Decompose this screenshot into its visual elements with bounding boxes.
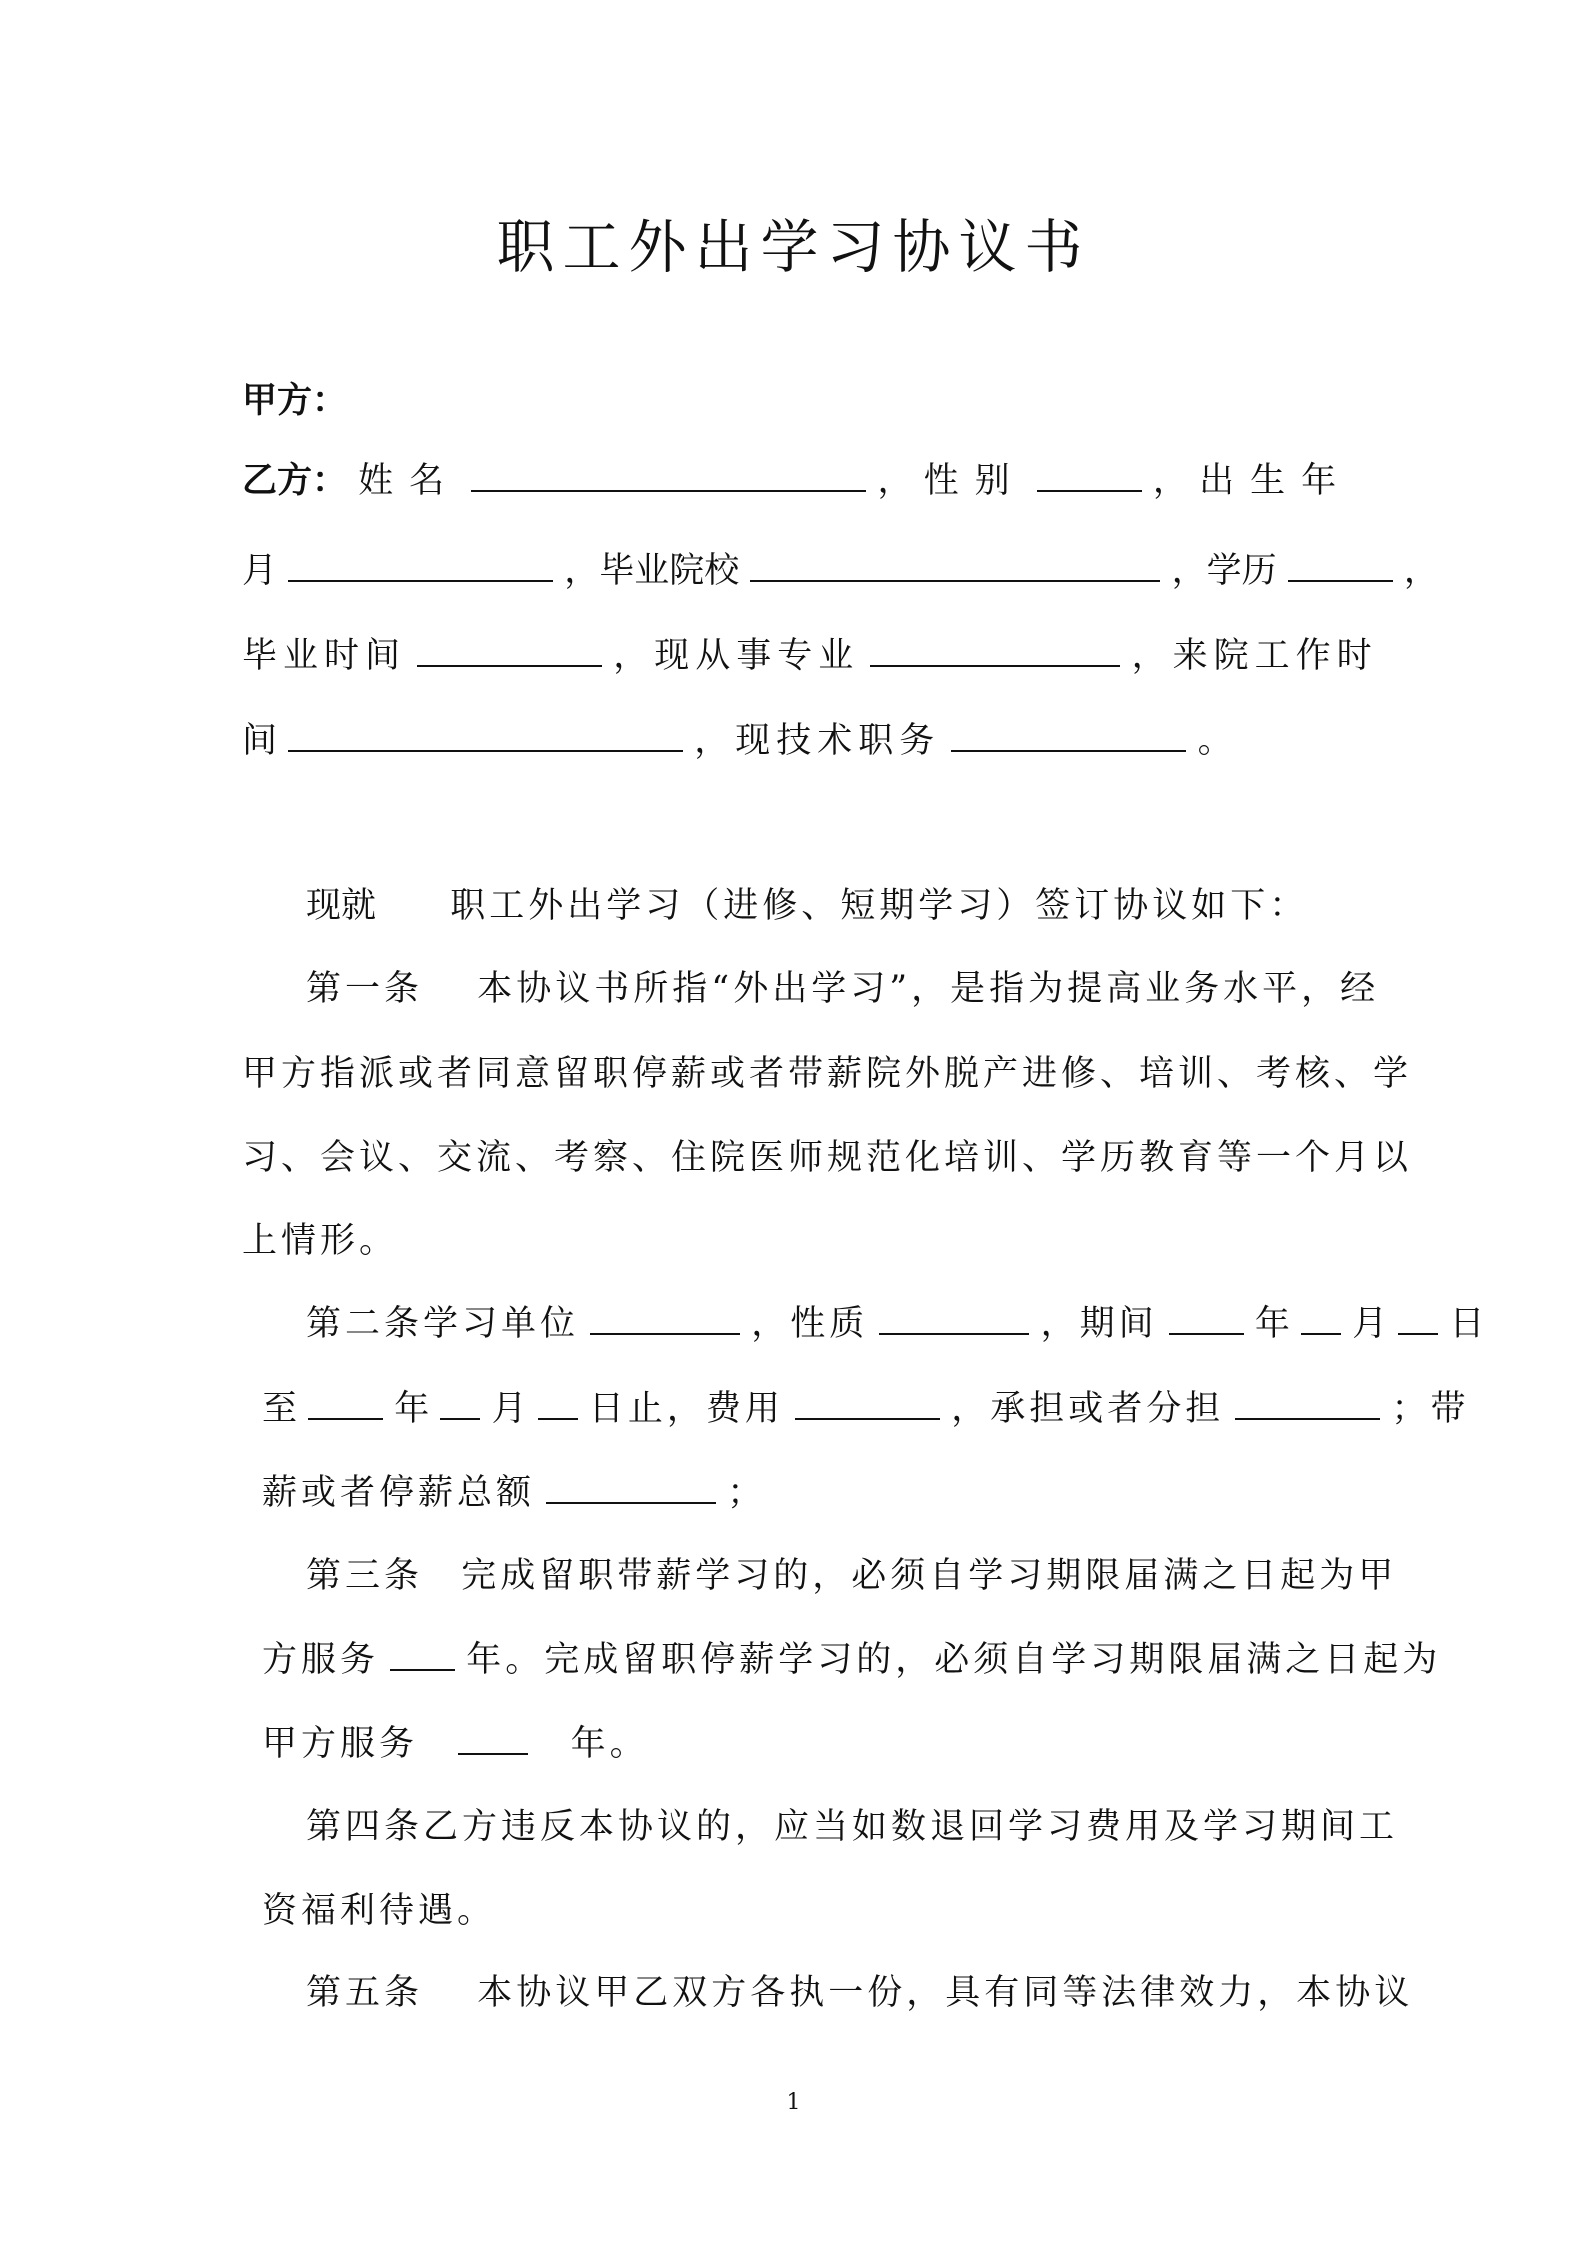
intro-a: 现就 xyxy=(306,886,377,926)
study-unit-blank xyxy=(590,1299,740,1335)
end-day-blank xyxy=(538,1384,578,1420)
article-3-line-3-a: 甲方服务 xyxy=(262,1724,419,1764)
article-1-line-1 xyxy=(306,963,1416,1015)
article-2-period-label: ，期间 xyxy=(1040,1304,1158,1344)
party-b-line-1 xyxy=(242,455,1352,507)
article-1-title: 第一条 xyxy=(306,969,424,1009)
work-start-label-start: ，来院工作时 xyxy=(1131,636,1378,676)
party-a-line xyxy=(242,375,1352,427)
education-label: ，学历 xyxy=(1171,551,1277,591)
year-label: 年 xyxy=(1254,1304,1290,1344)
intro-b: 职工外出学习（进修、短期学习）签订协议如下： xyxy=(450,886,1309,926)
day-label: 日 xyxy=(1449,1304,1485,1344)
party-b-line-4 xyxy=(242,715,1352,767)
work-start-time-blank xyxy=(288,716,683,752)
gender-label: 性别 xyxy=(923,461,1026,501)
article-2-line-1 xyxy=(306,1298,1485,1350)
current-major-label: ，现从事专业 xyxy=(613,636,860,676)
education-blank xyxy=(1288,546,1393,582)
graduation-time-blank xyxy=(417,631,602,667)
current-major-blank xyxy=(870,631,1120,667)
cost-blank xyxy=(795,1384,940,1420)
month-label: 月 xyxy=(491,1389,527,1429)
comma: ， xyxy=(1403,551,1439,591)
start-month-blank xyxy=(1301,1299,1341,1335)
article-3-line-1-text: 完成留职带薪学习的，必须自学习期限届满之日起为甲 xyxy=(461,1556,1398,1596)
technical-position-blank xyxy=(951,716,1186,752)
end-month-blank xyxy=(440,1384,480,1420)
article-1-line-2: 甲方指派或者同意留职停薪或者带薪院外脱产进修、培训、考核、学 xyxy=(242,1054,1413,1094)
start-year-blank xyxy=(1169,1299,1244,1335)
article-1-line-1-text: 本协议书所指“外出学习”，是指为提高业务水平，经 xyxy=(477,969,1380,1009)
name-label: 姓名 xyxy=(358,461,461,501)
comma: ， xyxy=(877,461,913,501)
article-3-line-2-a: 方服务 xyxy=(262,1640,380,1680)
bear-blank xyxy=(1235,1384,1380,1420)
article-3-line-2 xyxy=(262,1634,1442,1686)
article-2-line-2 xyxy=(262,1383,1470,1435)
birth-label-start: 出生年 xyxy=(1199,461,1353,501)
work-start-label-end: 间 xyxy=(242,721,278,761)
unpaid-service-years-blank xyxy=(458,1719,528,1755)
party-b-line-2 xyxy=(242,545,1439,597)
article-3-line-3 xyxy=(262,1718,1372,1770)
article-4-line-1: 第四条乙方违反本协议的，应当如数退回学习费用及学习期间工 xyxy=(306,1807,1399,1847)
article-2-label: 第二条学习单位 xyxy=(306,1304,580,1344)
article-3-line-2-b: 年。完成留职停薪学习的，必须自学习期限届满之日起为 xyxy=(466,1640,1442,1680)
month-label: 月 xyxy=(1352,1304,1388,1344)
birth-label-end: 月 xyxy=(242,551,278,591)
nature-blank xyxy=(879,1299,1029,1335)
school-blank xyxy=(750,546,1160,582)
party-a-label: 甲方： xyxy=(242,381,348,421)
article-5-title: 第五条 xyxy=(306,1973,424,2013)
graduation-time-label: 毕业时间 xyxy=(242,636,407,676)
party-b-line-3 xyxy=(242,630,1378,682)
article-2-line-3 xyxy=(262,1467,1372,1519)
gender-blank xyxy=(1037,456,1142,492)
birth-date-blank xyxy=(288,546,553,582)
year-label: 年 xyxy=(394,1389,430,1429)
article-2-salary-end: ； xyxy=(727,1473,763,1513)
technical-position-label: ，现技术职务 xyxy=(694,721,941,761)
comma: ， xyxy=(1152,461,1188,501)
article-2-end-punct: ；带 xyxy=(1391,1389,1470,1429)
article-5-line-1 xyxy=(306,1967,1416,2019)
start-day-blank xyxy=(1398,1299,1438,1335)
article-2-to-label: 至 xyxy=(262,1389,298,1429)
salary-total-blank xyxy=(546,1468,716,1504)
school-label: ，毕业院校 xyxy=(564,551,740,591)
article-5-line-1-text: 本协议甲乙双方各执一份，具有同等法律效力，本协议 xyxy=(477,1973,1414,2013)
paid-service-years-blank xyxy=(390,1635,455,1671)
article-1-line-3: 习、会议、交流、考察、住院医师规范化培训、学历教育等一个月以 xyxy=(242,1138,1413,1178)
article-1-line-4: 上情形。 xyxy=(242,1221,399,1261)
article-2-bear-label: ，承担或者分担 xyxy=(951,1389,1225,1429)
article-4-line-2: 资福利待遇。 xyxy=(262,1891,497,1931)
article-2-end-label: 日止，费用 xyxy=(588,1389,784,1429)
article-3-line-1 xyxy=(306,1550,1416,1602)
name-blank xyxy=(471,456,866,492)
period: 。 xyxy=(1197,721,1233,761)
intro-line xyxy=(306,880,1416,932)
party-b-label: 乙方： xyxy=(242,461,348,501)
page-number: 1 xyxy=(786,2090,801,2115)
document-title: 职工外出学习协议书 xyxy=(496,213,1091,281)
article-2-nature-label: ，性质 xyxy=(751,1304,869,1344)
article-3-title: 第三条 xyxy=(306,1556,424,1596)
article-3-line-3-b: 年。 xyxy=(570,1724,649,1764)
article-2-salary-label: 薪或者停薪总额 xyxy=(262,1473,536,1513)
end-year-blank xyxy=(308,1384,383,1420)
